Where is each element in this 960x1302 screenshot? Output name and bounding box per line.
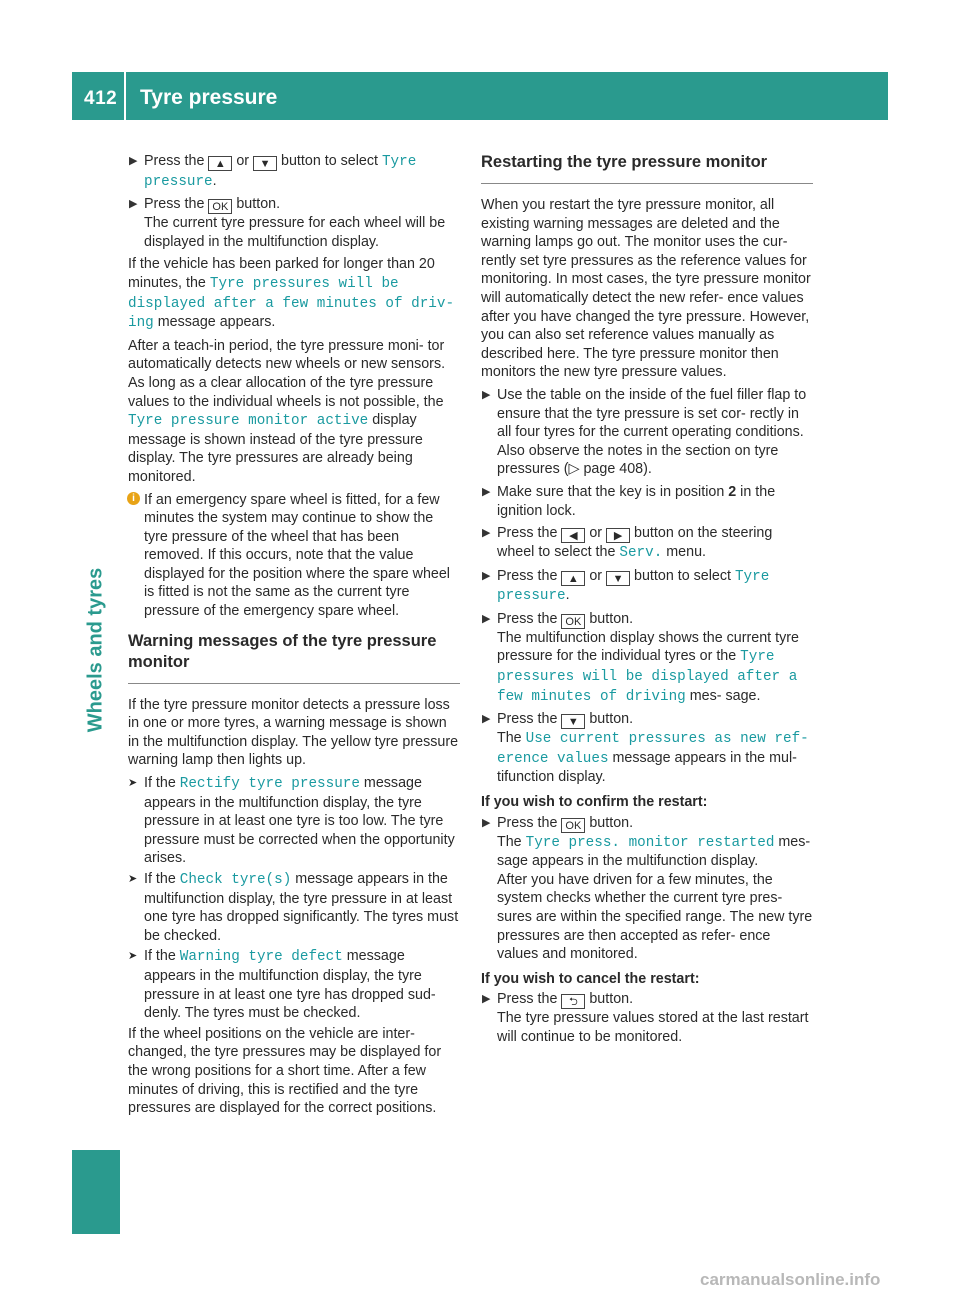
display-text: Tyre pressure	[144, 154, 417, 190]
heading-rule	[128, 683, 460, 684]
step-arrow-icon: ▶	[482, 713, 491, 726]
display-text: Serv.	[619, 545, 663, 562]
step-press-ok: ▶ Press the OK button. The multifunction display shows the current tyre pressure for the individual tyres or the Tyre pressures will be displayed after a few minutes of driving mes- sage.	[482, 610, 799, 705]
step-select-serv-menu: ▶ Press the ◀ or ▶ button on the steering wheel to select the Serv. menu.	[482, 525, 773, 562]
step-arrow-icon: ▶	[482, 569, 491, 582]
step-arrow-icon: ▶	[482, 816, 491, 829]
step-arrow-icon: ▶	[482, 612, 491, 625]
step-cancel-back: ▶ Press the ⮌ button. The tyre pressure values stored at the last restart will continue to be monitored.	[482, 991, 809, 1045]
info-icon: i	[127, 492, 140, 505]
down-key-icon: ▼	[253, 156, 277, 171]
left-column	[128, 152, 460, 1122]
display-text: Tyre pressure monitor active	[128, 413, 369, 430]
side-section-text: Wheels and tyres	[84, 567, 107, 733]
bullet-arrow-icon: ➤	[128, 873, 138, 885]
back-key-icon: ⮌	[561, 994, 585, 1009]
right-column	[481, 152, 813, 1051]
right-key-icon: ▶	[606, 528, 630, 543]
side-section-label	[72, 500, 120, 800]
ok-key-icon: OK	[561, 614, 585, 629]
step-press-down: ▶ Press the ▼ button. The Use current pressures as new ref‐ erence values message appears in the mul- tifunction display.	[482, 711, 809, 786]
display-text: Check tyre(s)	[179, 872, 292, 888]
step-select-tyre-pressure: ▶ Press the ▲ or ▼ button to select Tyre pressure.	[482, 567, 770, 605]
list-item: ➤ If the Check tyre(s) message appears in the multifunction display, the tyre pressure in at least one tyre has dropped significantly. The tyres must be checked.	[128, 871, 459, 944]
bullet-arrow-icon: ➤	[128, 950, 138, 963]
page-title: Tyre pressure	[140, 86, 278, 109]
display-text: Tyre press. monitor restarted	[525, 834, 775, 851]
step-select-tyre-pressure: ▶ Press the ▲ or ▼ button to select Tyre pressure.	[129, 153, 417, 190]
up-key-icon: ▲	[208, 156, 232, 171]
subheading-cancel: If you wish to cancel the restart:	[481, 970, 700, 987]
paragraph: If the tyre pressure monitor detects a pressure loss in one or more tyres, a warning message is shown in the multifunction display. The yellow tyre pressure warning lamp then lights up.	[128, 696, 459, 769]
heading-rule	[481, 183, 813, 184]
paragraph: After a teach-in period, the tyre pressure moni- tor automatically detects new wheels or new sensors. As long as a clear allocation of the tyre pressure values to the individual wheels is not possible, the Tyre pressure monitor active display message is shown instead of the tyre pressure display. The tyre pressures are already being monitored.	[128, 337, 446, 485]
step-press-ok: ▶ Press the OK button. The current tyre pressure for each wheel will be displayed in the multifunction display.	[129, 196, 446, 250]
display-text: Tyre pressure	[497, 568, 770, 605]
display-text: Rectify tyre pressure	[179, 776, 360, 793]
watermark: carmanualsonline.info	[700, 1270, 881, 1289]
subheading-confirm: If you wish to confirm the restart:	[481, 794, 708, 811]
down-key-icon: ▼	[606, 571, 630, 586]
ok-key-icon: OK	[208, 199, 232, 214]
display-text: Warning tyre defect	[179, 949, 343, 966]
page-number: 412	[84, 88, 118, 109]
display-text: Use current pressures as new ref‐ erence values	[497, 731, 809, 767]
section-heading: Warning messages of the tyre pressure monitor	[128, 631, 437, 671]
step-arrow-icon: ▶	[129, 155, 138, 167]
side-color-block	[72, 1150, 120, 1234]
paragraph: If the wheel positions on the vehicle are inter- changed, the tyre pressures may be displayed for the wrong positions for a short time. After a few minutes of driving, this is rectified and the tyre pressures are displayed for the correct positions.	[128, 1025, 442, 1117]
down-key-icon: ▼	[561, 714, 585, 729]
up-key-icon: ▲	[561, 571, 585, 586]
display-text: Tyre pressures will be displayed after a few minutes of driv‐ ing	[128, 275, 455, 332]
step-check-table: ▶ Use the table on the inside of the fuel filler flap to ensure that the tyre pressure is set cor- rectly in all four tyres for the current operating conditions. Also observe the notes in the section on tyre pressures (▷ page 408).	[482, 386, 807, 478]
section-heading: Restarting the tyre pressure monitor	[481, 153, 768, 171]
step-arrow-icon: ▶	[482, 388, 491, 401]
list-item: ➤ If the Rectify tyre pressure message appears in the multifunction display, the tyre pressure in at least one tyre is too low. The tyre pressure must be corrected when the opportunity arises.	[128, 775, 455, 867]
info-note: i If an emergency spare wheel is fitted, for a few minutes the system may continue to show the tyre pressure of the wheel that has been removed. If this occurs, note that the value displayed for the position where the spare wheel is fitted is not the same as the current tyre pressure of the emergency spare wheel.	[128, 491, 460, 621]
list-item: ➤ If the Warning tyre defect message appears in the multifunction display, the tyre pressure in at least one tyre has dropped sud- denly. The tyres must be checked.	[128, 948, 436, 1022]
ok-key-icon: OK	[561, 818, 585, 833]
step-arrow-icon: ▶	[482, 993, 491, 1006]
step-arrow-icon: ▶	[482, 527, 491, 540]
step-arrow-icon: ▶	[129, 198, 138, 211]
step-confirm-ok: ▶ Press the OK button. The Tyre press. monitor restarted mes- sage appears in the multifunction display. After you have driven for a few minutes, the system checks whether the current tyre pres- sures are within the specified range. The new tyre pressures are then accepted as refer- ence values and monitored.	[482, 814, 813, 963]
left-key-icon: ◀	[561, 528, 585, 543]
display-text: Tyre pressures will be displayed after a few minutes of driving	[497, 649, 798, 705]
step-key-position: ▶ Make sure that the key is in position 2 in the ignition lock.	[482, 483, 776, 519]
paragraph: When you restart the tyre pressure monitor, all existing warning messages are deleted and the warning lamps go out. The monitor uses the cur- rently set tyre pressures as the reference values for monitoring. In most cases, the tyre pressure monitor will automatically detect the new refer- ence values after you have changed the tyre pressure. However, you can also set reference values manually as described here. The tyre pressure monitor then monitors the new tyre pressure values.	[481, 197, 811, 381]
bullet-arrow-icon: ➤	[128, 777, 138, 790]
paragraph: If the vehicle has been parked for longer than 20 minutes, the Tyre pressures will be displayed after a few minutes of driv‐ ing message appears.	[128, 256, 455, 332]
step-arrow-icon: ▶	[482, 485, 491, 498]
header-divider	[124, 72, 126, 120]
